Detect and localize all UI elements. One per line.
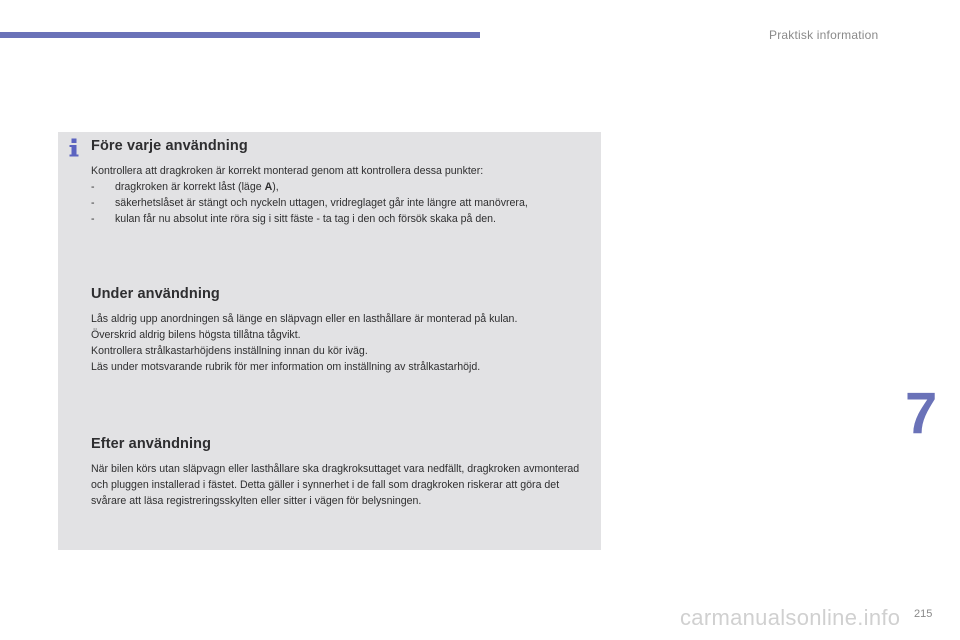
after-use-heading: Efter användning (91, 436, 212, 452)
before-use-section (91, 138, 596, 227)
list-item: - kulan får nu absolut inte röra sig i sitt fäste - ta tag i den och försök skaka på den. (91, 213, 496, 225)
before-use-intro: Kontrollera att dragkroken är korrekt monterad genom att kontrollera dessa punkter: (91, 165, 484, 177)
page-number: 215 (914, 608, 933, 620)
info-icon (67, 138, 81, 158)
before-use-checklist (91, 179, 596, 227)
header-accent-bar (0, 32, 480, 38)
during-use-section (91, 286, 596, 375)
during-use-line: Lås aldrig upp anordningen så länge en släpvagn eller en lasthållare är monterad på kulan. (91, 313, 518, 325)
during-use-heading: Under användning (91, 286, 220, 302)
during-use-line: Kontrollera strålkastarhöjdens inställning innan du kör iväg. (91, 345, 368, 357)
list-item: - dragkroken är korrekt låst (läge A), (91, 181, 279, 193)
during-use-line: Läs under motsvarande rubrik för mer information om inställning av strålkastarhöjd. (91, 361, 481, 373)
section-title: Praktisk information (769, 28, 879, 42)
watermark: carmanualsonline.info (680, 605, 901, 630)
during-use-line: Överskrid aldrig bilens högsta tillåtna tågvikt. (91, 329, 301, 341)
list-item: - säkerhetslåset är stängt och nyckeln uttagen, vridreglaget går inte längre att manövrera, (91, 197, 528, 209)
position-label: A (264, 181, 273, 193)
chapter-number: 7 (905, 381, 938, 446)
after-use-section (91, 436, 596, 509)
before-use-heading: Före varje användning (91, 138, 248, 154)
after-use-body: När bilen körs utan släpvagn eller lasthållare ska dragkroksuttaget vara nedfällt, dragkroken avmonterad och pluggen installerad i fästet. Detta gäller i synnerhet i de fall som dragkroken riskerar att göra det svårare att läsa registreringsskylten eller sitter i vägen för belysningen. (91, 463, 580, 507)
